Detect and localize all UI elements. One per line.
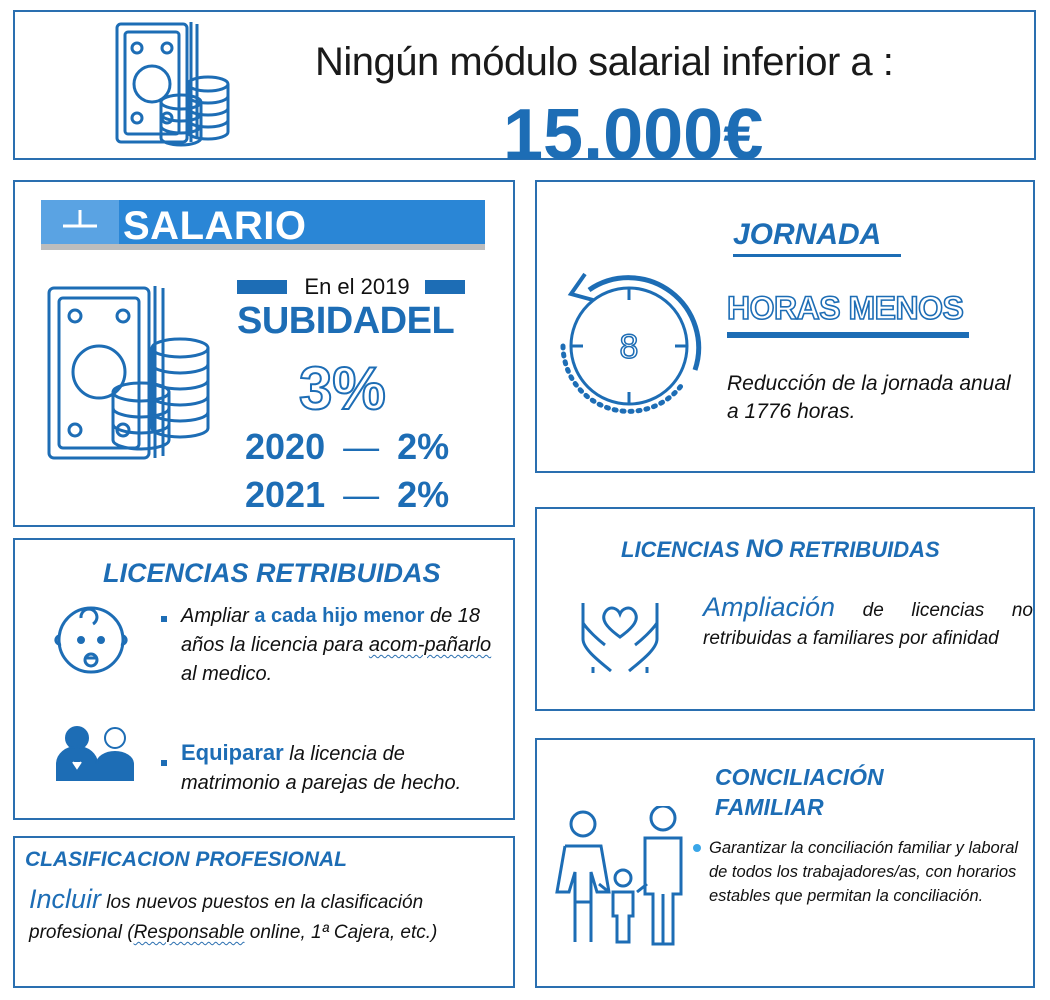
jornada-card <box>535 180 1035 473</box>
money-coins-icon <box>45 280 215 466</box>
clasificacion-title: CLASIFICACION PROFESIONAL <box>25 848 348 871</box>
body-wavy-text: Responsable <box>133 922 245 943</box>
item-text: la licencia de matrimonio a parejas de hecho. <box>181 743 462 794</box>
licencias-retribuidas-card <box>13 538 515 820</box>
item-text: de 18 años la licencia para <box>181 605 481 656</box>
lead-word: Ampliación <box>703 592 836 622</box>
row-dash: — <box>343 474 380 515</box>
conciliacion-card <box>535 738 1035 988</box>
header-title: Ningún módulo salarial inferior a : <box>315 40 894 84</box>
row-year: 2020 <box>245 426 326 467</box>
item-highlight: Equiparar <box>181 740 284 765</box>
salario-card <box>13 180 515 527</box>
bullet <box>161 760 167 766</box>
salario-banner-icon-square <box>41 200 119 244</box>
row-year: 2021 <box>245 474 326 515</box>
title-part: RETRIBUIDAS <box>783 537 940 562</box>
salario-title: SALARIO <box>123 204 307 248</box>
clasificacion-text <box>29 884 513 948</box>
header-amount: 15.000€ <box>503 95 764 175</box>
licencia-item-matrimonio <box>181 738 503 798</box>
family-icon <box>553 806 693 946</box>
licencias-no-retribuidas-card <box>535 507 1035 711</box>
year-bar-right <box>425 280 465 294</box>
licencias-retribuidas-title: LICENCIAS RETRIBUIDAS <box>103 558 441 588</box>
lead-word: Incluir <box>29 884 102 914</box>
year-bar-left <box>237 280 287 294</box>
salario-subida: SUBIDADEL <box>237 300 455 342</box>
title-part: LICENCIAS <box>621 537 746 562</box>
baby-icon <box>51 600 131 680</box>
salario-percent: 3% <box>299 355 386 422</box>
money-coins-icon <box>113 18 243 152</box>
header-banner <box>13 10 1036 175</box>
jornada-title: JORNADA <box>733 218 901 257</box>
licencias-no-retribuidas-text <box>703 593 1033 653</box>
row-dash: — <box>343 426 380 467</box>
body-text: de licencias no retribuidas a familiares por afinidad <box>703 600 1033 649</box>
body-text: online, 1ª Cajera, etc.) <box>244 922 438 943</box>
clock-8-hours-icon <box>549 266 709 426</box>
salario-year-text: En el 2019 <box>304 274 410 299</box>
jornada-underline <box>727 332 969 338</box>
salario-year-label <box>237 274 465 300</box>
salario-row-2020 <box>245 426 449 468</box>
jornada-description: Reducción de la jornada anual a 1776 horas. <box>727 372 1011 423</box>
item-wavy-text: acom-pañarlo <box>368 634 492 656</box>
item-text: Ampliar <box>181 605 255 627</box>
licencia-item-hijo <box>181 602 499 689</box>
conciliacion-title: CONCILIACIÓN FAMILIAR <box>715 764 884 820</box>
hands-heart-icon <box>575 593 665 677</box>
clasificacion-card <box>13 836 515 988</box>
couple-icon <box>51 722 141 782</box>
licencias-no-retribuidas-title <box>621 535 940 564</box>
row-value: 2% <box>397 474 450 515</box>
bullet <box>161 616 167 622</box>
salario-row-2021 <box>245 474 449 516</box>
item-highlight: a cada hijo menor <box>254 605 425 627</box>
item-text: al medico. <box>181 663 273 685</box>
title-no: NO <box>745 535 784 563</box>
salario-tab-icon <box>41 200 119 244</box>
clock-number: 8 <box>619 328 639 366</box>
body-text: los nuevos puestos en la clasificación profesional ( <box>29 892 424 943</box>
jornada-subtitle: HORAS MENOS <box>727 290 964 326</box>
bullet-dot <box>693 844 701 852</box>
conciliacion-text: Garantizar la conciliación familiar y laboral de todos los trabajadores/as, con horarios estables que permitan la conciliación. <box>709 839 1019 905</box>
row-value: 2% <box>397 426 450 467</box>
